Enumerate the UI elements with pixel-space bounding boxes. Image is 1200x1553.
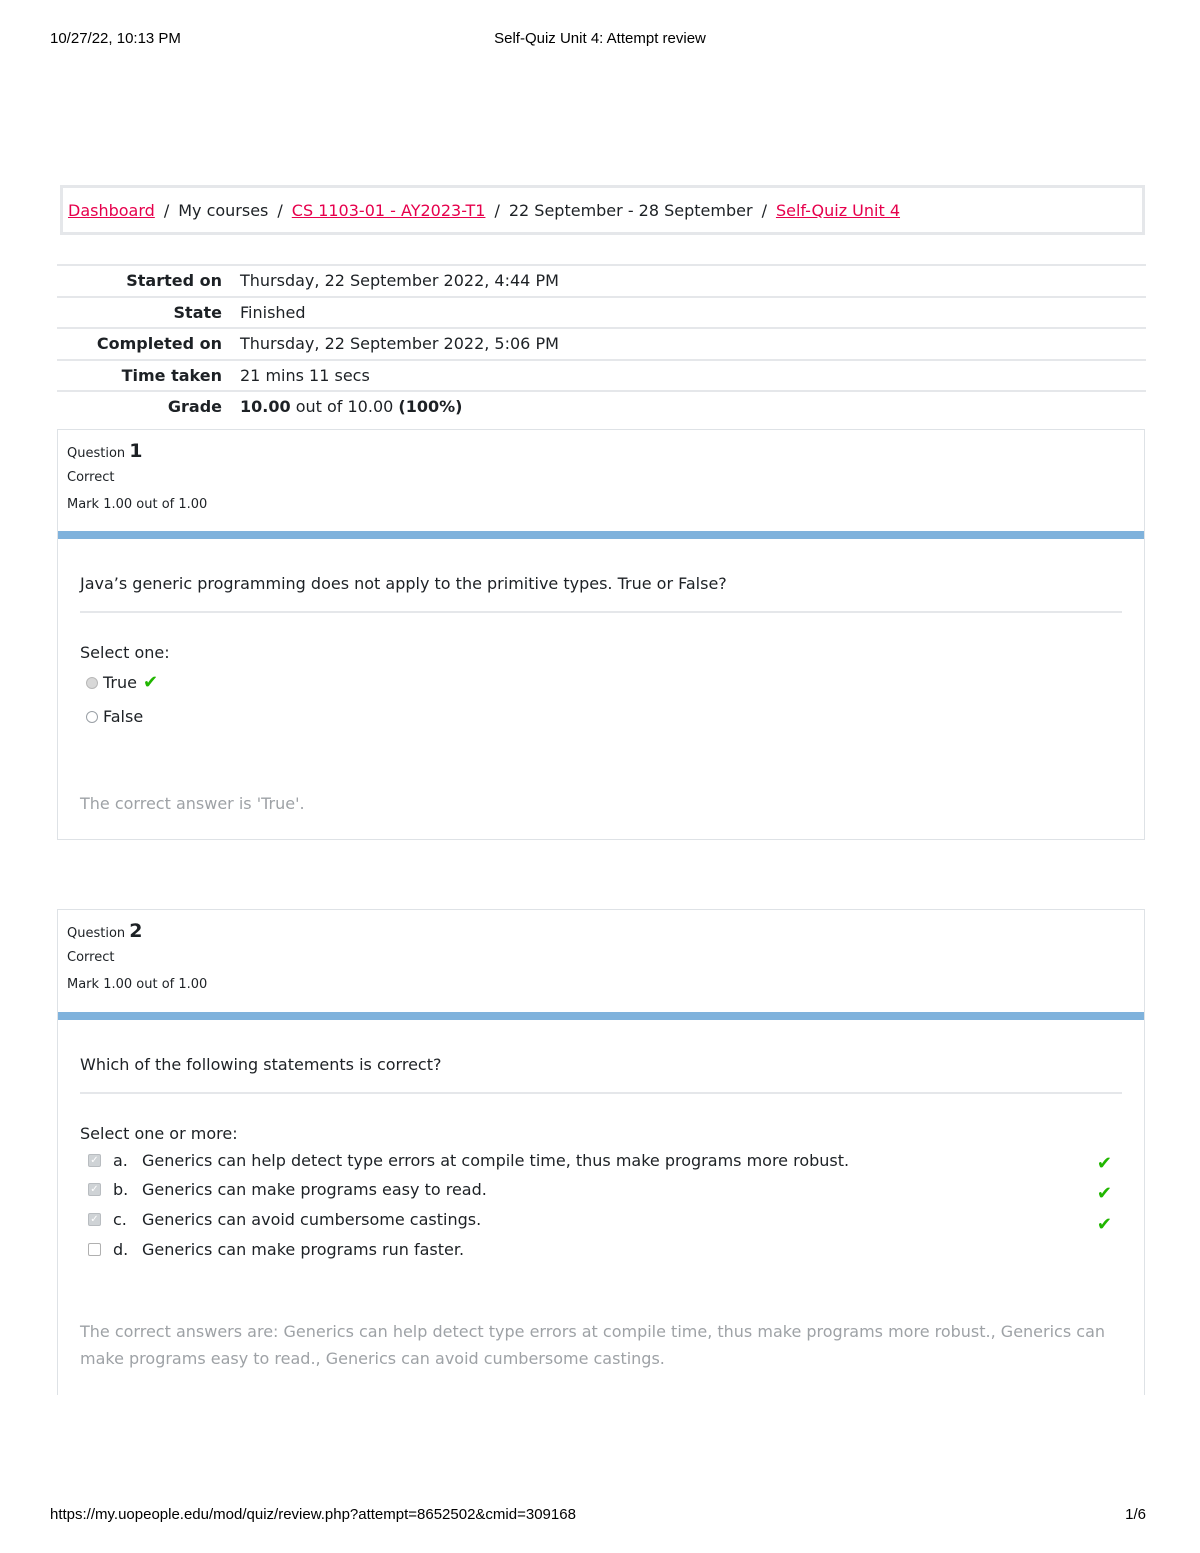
- breadcrumb-separator: /: [761, 200, 767, 220]
- summary-row-grade: [57, 391, 1146, 422]
- option-label: False: [103, 707, 144, 726]
- question-formulation: [58, 1012, 1144, 1302]
- breadcrumb-week: 22 September - 28 September: [508, 200, 753, 220]
- radio-selected[interactable]: [86, 677, 98, 689]
- option-letter: b.: [113, 1180, 129, 1199]
- question-mark: Mark 1.00 out of 1.00: [67, 497, 208, 512]
- grade-outof: out of 10.00: [295, 397, 394, 417]
- summary-label: Completed on: [57, 328, 240, 360]
- question-info: [58, 910, 1144, 1010]
- question-feedback: The correct answer is 'True'.: [58, 790, 1144, 817]
- breadcrumb-separator: /: [277, 200, 283, 220]
- summary-value: Thursday, 22 September 2022, 5:06 PM: [240, 328, 1146, 360]
- correct-check-icon: ✔: [142, 672, 159, 693]
- breadcrumb-quiz-link[interactable]: Self-Quiz Unit 4: [775, 200, 901, 220]
- question-2: [57, 909, 1145, 1395]
- question-text: Java’s generic programming does not apply to the primitive types. True or False?: [80, 539, 1122, 613]
- summary-value: 21 mins 11 secs: [240, 360, 1146, 392]
- answer-option-b[interactable]: [80, 1180, 1122, 1199]
- question-formulation: [58, 531, 1144, 775]
- question-label: Question: [67, 446, 126, 461]
- checkbox-checked[interactable]: ✓: [88, 1213, 101, 1226]
- summary-value: Finished: [240, 297, 1146, 329]
- question-num: 1: [129, 440, 143, 462]
- answer-prompt: Select one or more:: [80, 1124, 238, 1143]
- answer-option-true[interactable]: [80, 672, 1122, 693]
- print-url: https://my.uopeople.edu/mod/quiz/review.php?attempt=8652502&cmid=309168: [50, 1506, 576, 1523]
- question-1: [57, 429, 1145, 840]
- answer-option-a[interactable]: [80, 1151, 1122, 1170]
- print-page-number: 1/6: [1125, 1506, 1146, 1523]
- attempt-summary-table: [57, 264, 1146, 422]
- summary-row-completed: [57, 328, 1146, 360]
- breadcrumb-my-courses: My courses: [178, 200, 269, 220]
- option-label: Generics can make programs easy to read.: [142, 1180, 487, 1199]
- question-state: Correct: [67, 470, 115, 485]
- summary-label: Grade: [57, 391, 240, 422]
- checkbox-checked[interactable]: ✓: [88, 1154, 101, 1167]
- summary-label: Started on: [57, 265, 240, 297]
- breadcrumb: [60, 185, 1145, 235]
- checkbox-checked[interactable]: ✓: [88, 1183, 101, 1196]
- option-label: Generics can help detect type errors at compile time, thus make programs more robust.: [142, 1151, 850, 1170]
- option-label: True: [103, 673, 137, 692]
- answer-option-d[interactable]: [80, 1240, 1122, 1259]
- breadcrumb-course-link[interactable]: CS 1103-01 - AY2023-T1: [291, 200, 486, 220]
- print-title: Self-Quiz Unit 4: Attempt review: [494, 30, 706, 47]
- question-num: 2: [129, 920, 143, 942]
- summary-row-started: [57, 265, 1146, 297]
- question-info: [58, 430, 1144, 530]
- question-state: Correct: [67, 950, 115, 965]
- question-label: Question: [67, 926, 126, 941]
- summary-label: State: [57, 297, 240, 329]
- summary-label: Time taken: [57, 360, 240, 392]
- summary-row-state: [57, 297, 1146, 329]
- answer-option-c[interactable]: [80, 1210, 1122, 1229]
- answer-option-false[interactable]: [80, 707, 1122, 726]
- correct-check-icon: ✔: [1096, 1183, 1112, 1204]
- option-letter: c.: [113, 1210, 127, 1229]
- question-text: Which of the following statements is correct?: [80, 1020, 1122, 1094]
- correct-check-icon: ✔: [1096, 1153, 1112, 1174]
- question-mark: Mark 1.00 out of 1.00: [67, 977, 208, 992]
- question-number: [67, 920, 1135, 942]
- breadcrumb-separator: /: [163, 200, 170, 220]
- answer-prompt: Select one:: [80, 643, 170, 662]
- option-letter: a.: [113, 1151, 128, 1170]
- grade-score: 10.00: [240, 397, 291, 417]
- breadcrumb-separator: /: [494, 200, 500, 220]
- option-letter: d.: [113, 1240, 129, 1259]
- summary-value: Thursday, 22 September 2022, 4:44 PM: [240, 265, 1146, 297]
- question-feedback: The correct answers are: Generics can help detect type errors at compile time, thus make programs more robust., Generics can make programs easy to read., Generics can avoid cumbersome castings.: [58, 1318, 1144, 1372]
- radio-unselected[interactable]: [86, 711, 98, 723]
- summary-grade: [240, 391, 1146, 422]
- breadcrumb-dashboard-link[interactable]: Dashboard: [68, 200, 155, 220]
- checkbox-unchecked[interactable]: [88, 1243, 101, 1256]
- correct-check-icon: ✔: [1096, 1214, 1112, 1235]
- summary-row-time: [57, 360, 1146, 392]
- print-datetime: 10/27/22, 10:13 PM: [50, 30, 181, 47]
- option-label: Generics can avoid cumbersome castings.: [142, 1210, 482, 1229]
- option-label: Generics can make programs run faster.: [142, 1240, 465, 1259]
- question-number: [67, 440, 1135, 462]
- grade-percent: (100%): [398, 397, 463, 417]
